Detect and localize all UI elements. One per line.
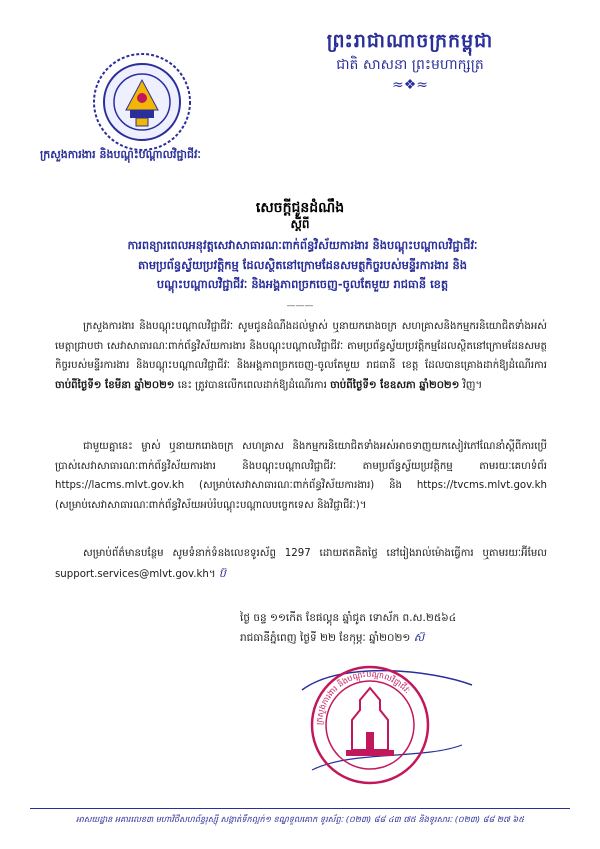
- paragraph-1-text: ក្រសួងការងារ និងបណ្តុះបណ្តាលវិជ្ជាជីវៈ សូមជូនដំណឹងដល់ម្ចាស់ ឬនាយករោងចក្រ សហគ្រាសនិងកម្មករនិយោជិតទាំងអស់មេត្តាជ្រាបថា សេវាសាធារណៈពាក់ព័ន្ធវិស័យការងារ និងបណ្តុះបណ្តាលវិជ្ជាជីវៈ តាមប្រព័ន្ធស្វ័យប្រវត្តិកម្មដែលស្ថិតនៅក្រោមដែនសមត្ថកិច្ចរបស់មន្ទីរការងារ និងបណ្តុះបណ្តាលវិជ្ជាជីវៈ និងអង្គភាពច្រកចេញ-ចូលតែមួយ រាជធានី ខេត្ត ដែលបានគ្រោងដាក់ឱ្យដំណើរការ: [55, 321, 547, 371]
- footer-divider: [30, 808, 570, 809]
- ministry-logo: [90, 50, 194, 154]
- notice-subtitle: ស្តីពី: [290, 217, 310, 231]
- paragraph-2-text-2: (សម្រាប់សេវាសាធារណៈពាក់ព័ន្ធវិស័យការងារ) និង: [199, 480, 403, 491]
- handwritten-initials: ប៊: [218, 566, 226, 580]
- footer-address: អាសយដ្ឋាន អគារលេខ៣ មហាវិថីសហព័ន្ធរុស្ស៊ី សង្កាត់ទឹកល្អក់១ ខណ្ឌទួលគោក ទូរស័ព្ទៈ (០២៣) ៨៨ ៤៣ ៧៥ និងទូរសារៈ (០២៣) ៨៨ ២៧ ៦៥: [75, 814, 525, 824]
- hotline-number: 1297: [284, 548, 311, 559]
- lunar-date: ថ្ងៃ ចន្ទ ១១កើត ខែផល្គុន ឆ្នាំជូត ទោស័ក ព.ស.២៥៦៤: [240, 612, 457, 624]
- kingdom-name: ព្រះរាជាណាចក្រកម្ពុជា: [326, 30, 494, 52]
- new-date: ចាប់ពីថ្ងៃទី១ ខែឧសភា ឆ្នាំ២០២១: [330, 379, 460, 391]
- date-block: [240, 608, 560, 648]
- kingdom-header: [280, 28, 540, 92]
- header-ornament: ≈❖≈: [391, 77, 428, 93]
- official-stamp: [282, 650, 492, 800]
- solar-date: [240, 628, 560, 648]
- paragraph-3-text: សម្រាប់ព័ត៌មានបន្ថែម សូមទំនាក់ទំនងលេខទូរស័ព្ទ: [83, 548, 276, 559]
- tvcms-link[interactable]: https://tvcms.mlvt.gov.kh: [416, 480, 547, 491]
- paragraph-2: [55, 437, 547, 515]
- notice-title: សេចក្តីជូនដំណឹង: [255, 200, 345, 216]
- original-date: ចាប់ពីថ្ងៃទី១ ខែមីនា ឆ្នាំ២០២១: [55, 379, 175, 391]
- title-separator: ———: [286, 301, 314, 311]
- paragraph-3-end: ។: [208, 568, 216, 580]
- paragraph-2-text-3: (សម្រាប់សេវាសាធារណៈពាក់ព័ន្ធវិស័យអប់រំបណ្តុះបណ្តាលបច្ចេកទេស និងវិជ្ជាជីវៈ)។: [55, 499, 367, 511]
- paragraph-1-text-3: វិញ។: [462, 379, 483, 391]
- paragraph-3-text-2: ដោយឥតគិតថ្លៃ នៅរៀងរាល់ម៉ោងធ្វើការ ឬតាមរយៈអ៊ីមែល: [319, 548, 547, 559]
- subject-line: តាមប្រព័ន្ធស្វ័យប្រវត្តិកម្ម ដែលស្ថិតនៅក្រោមដែនសមត្ថកិច្ចរបស់មន្ទីរការងារ និង: [137, 257, 467, 272]
- paragraph-1: [55, 317, 547, 395]
- date-initials: ស៊: [413, 631, 425, 644]
- paragraph-3: [55, 544, 547, 584]
- ministry-name: ក្រសួងការងារ និងបណ្តុះបណ្តាលវិជ្ជាជីវៈ: [40, 148, 201, 161]
- national-motto: ជាតិ សាសនា ព្រះមហាក្សត្រ: [336, 57, 484, 73]
- solar-date-text: រាជធានីភ្នំពេញ ថ្ងៃទី ២២ ខែកុម្ភៈ ឆ្នាំ២០២១: [240, 632, 411, 644]
- lacms-link[interactable]: https://lacms.mlvt.gov.kh: [55, 480, 185, 491]
- subject-line: ការពន្យារពេលអនុវត្តសេវាសាធារណៈពាក់ព័ន្ធវិស័យការងារ និងបណ្តុះបណ្តាលវិជ្ជាជីវៈ: [127, 238, 478, 252]
- subject-line: បណ្តុះបណ្តាលវិជ្ជាជីវៈ និងអង្គភាពច្រកចេញ-ចូលតែមួយ រាជធានី ខេត្ត: [156, 277, 449, 291]
- paragraph-2-text: ជាមួយគ្នានេះ ម្ចាស់ ឬនាយករោងចក្រ សហគ្រាស និងកម្មករនិយោជិតទាំងអស់អាចទាញយកសៀវភៅណែនាំស្តីពីការប្រើប្រាស់សេវាសាធារណៈពាក់ព័ន្ធវិស័យការងារ និងបណ្តុះបណ្តាលវិជ្ជាជីវៈ តាមប្រព័ន្ធស្វ័យប្រវត្តិកម្ម តាមរយៈគេហទំព័រ: [55, 441, 547, 472]
- svg-text:ក្រសួងការងារ និងបណ្តុះបណ្តាលវិ: ក្រសួងការងារ និងបណ្តុះបណ្តាលវិជ្ជាជីវៈ: [314, 669, 412, 726]
- notice-subject: [55, 236, 550, 295]
- paragraph-1-text-2: នេះ ត្រូវបានលើកពេលដាក់ឱ្យដំណើរការ: [177, 379, 327, 391]
- support-email[interactable]: support.services@mlvt.gov.kh: [55, 568, 209, 580]
